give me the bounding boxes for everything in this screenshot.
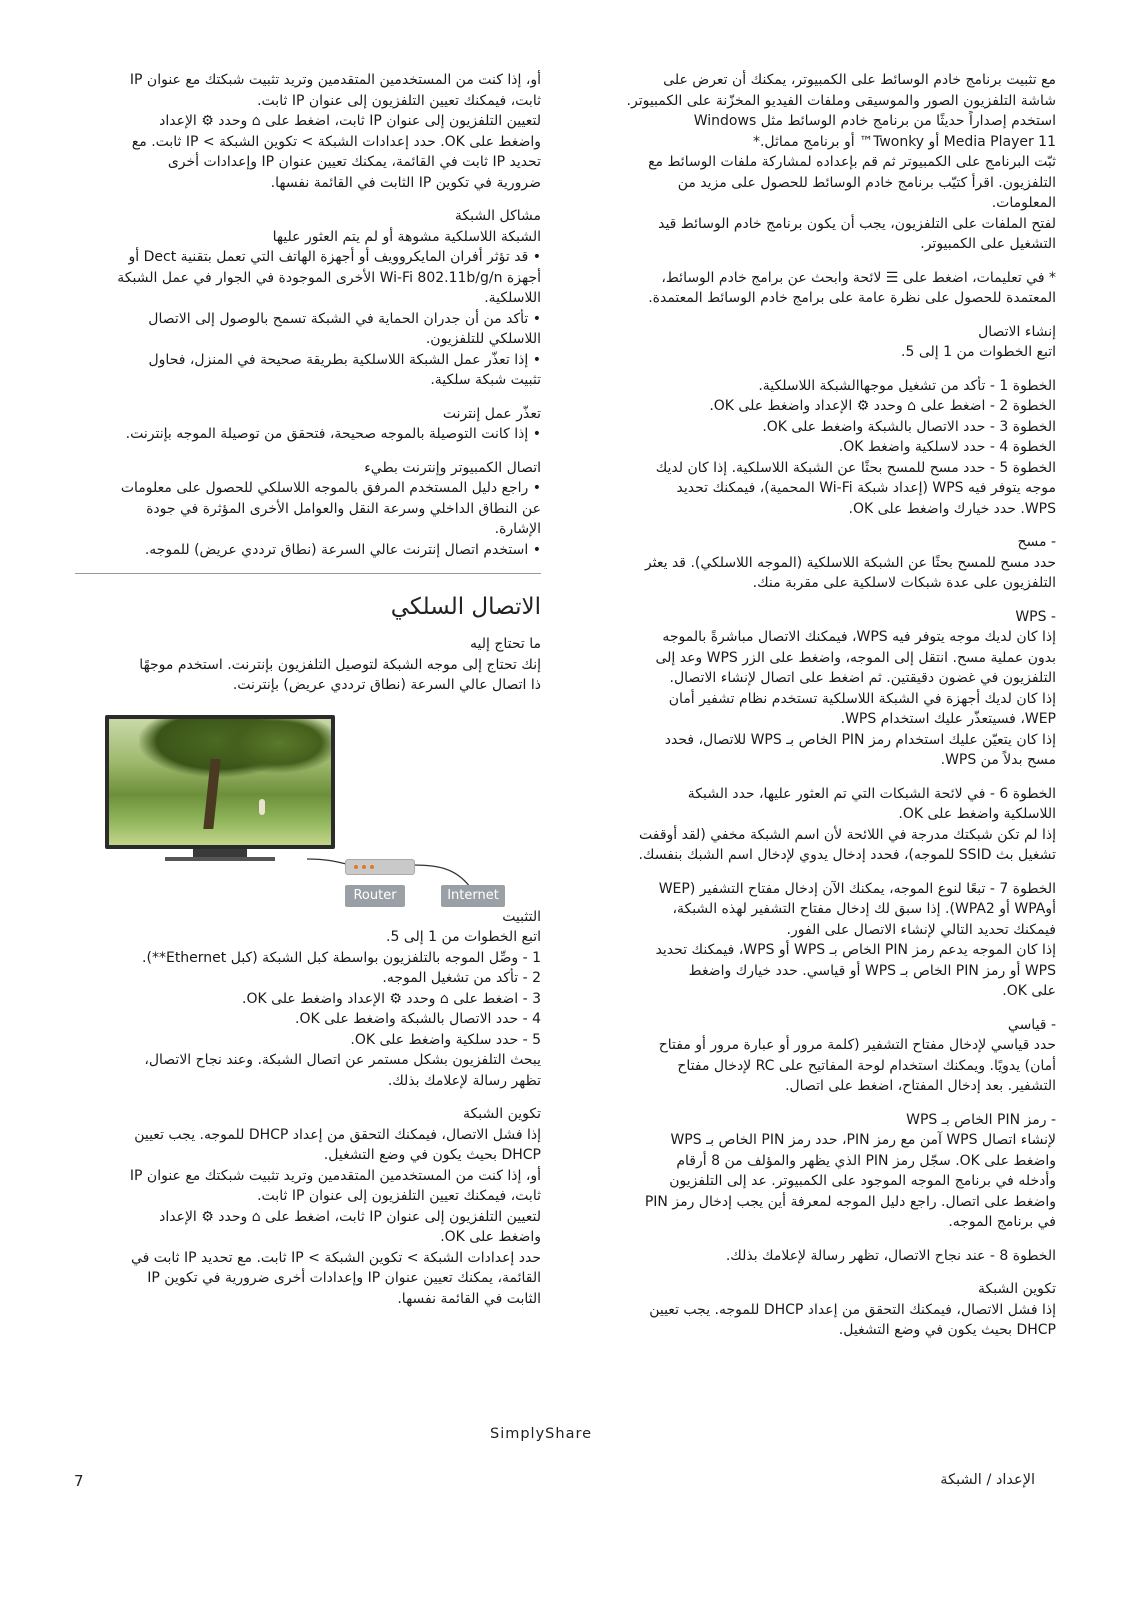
text-line: واضغط على OK. حدد إعدادات الشبكة > تكوين الشبكة > IP ثابت. مع — [131, 133, 541, 150]
wired-connection-figure — [75, 709, 541, 903]
step-line: الخطوة 6 - في لائحة الشبكات التي تم العثور عليها، حدد الشبكة — [687, 785, 1056, 802]
scan-section — [590, 532, 1056, 594]
media-server-note — [590, 268, 1056, 309]
tv-illustration — [105, 715, 335, 849]
step-line: الخطوة 1 - تأكد من تشغيل موجهاالشبكة اللاسلكية. — [758, 377, 1056, 394]
text-line: حدد إعدادات الشبكة > تكوين الشبكة > IP ثابت. مع تحديد IP ثابت في — [130, 1249, 541, 1266]
network-problems — [75, 206, 541, 391]
install-section — [75, 907, 541, 1092]
text-line: ثابت، فيمكنك تعيين التلفزيون إلى عنوان IP ثابت. — [257, 92, 541, 109]
text-line: WEP، فسيتعذّر عليك استخدام WPS. — [840, 711, 1056, 727]
tree-crown — [219, 719, 331, 773]
tv-base — [165, 857, 275, 861]
bullet-line: • إذا تعذّر عمل الشبكة اللاسلكية بطريقة صحيحة في المنزل، فحاول — [148, 351, 541, 368]
needs-section — [75, 634, 541, 696]
text-line: أمان) يدويًا. ويمكنك استخدام لوحة المفاتيح على RC لإدخال مفتاح — [677, 1057, 1056, 1074]
simplyshare-label: SimplyShare — [490, 1426, 593, 1442]
text-line: بدون عملية مسح. انتقل إلى الموجه، واضغط على الزر WPS وعد إلى — [655, 649, 1056, 666]
text-line: التشغيل على الكمبيوتر. — [920, 236, 1056, 252]
subheading: - مسح — [1017, 534, 1056, 550]
text-line: إذا كان لديك موجه يتوفر فيه WPS، فيمكنك الاتصال مباشرةً بالموجه — [662, 629, 1056, 645]
text-line: شاشة التلفزيون الصور والموسيقى وملفات الفيديو المخزّنة على الكمبيوتر. — [626, 92, 1056, 109]
text-line: لفتح الملفات على التلفزيون، يجب أن يكون برنامج خادم الوسائط قيد — [658, 215, 1056, 232]
text-line: إنك تحتاج إلى موجه الشبكة لتوصيل التلفزيون بإنترنت. استخدم موجهًا — [139, 656, 541, 673]
text-line: مع تثبيت برنامج خادم الوسائط على الكمبيوتر، يمكنك أن تعرض على — [663, 72, 1056, 88]
text-line: المعتمدة للحصول على نظرة عامة على برامج خادم الوسائط المعتمدة. — [648, 290, 1056, 306]
subheading: إنشاء الاتصال — [978, 323, 1056, 340]
router-label: Router — [345, 885, 405, 907]
text-line: تشغيل بث SSID للموجه)، فحدد إدخال يدوي لإدخال اسم الشبك بنفسك. — [638, 847, 1056, 863]
step-line: الخطوة 2 - اضغط على ⌂ وحدد ⚙ الإعداد واضغط على OK. — [709, 398, 1056, 414]
step-6 — [590, 784, 1056, 866]
tv-stand — [193, 849, 247, 857]
subheading: تكوين الشبكة — [463, 1106, 541, 1122]
child-figure — [259, 799, 265, 815]
text-line: اتبع الخطوات من 1 إلى 5. — [386, 929, 541, 945]
step-line: الخطوة 5 - حدد مسح للمسح بحثًا عن الشبكة اللاسلكية. إذا كان لديك — [655, 459, 1056, 476]
step-line: موجه يتوفر فيه WPS (إعداد شبكة Wi-Fi المحمية)، فيمكنك تحديد — [676, 480, 1056, 496]
text-line: ذا اتصال عالي السرعة (نطاق ترددي عريض) بإنترنت. — [232, 677, 541, 693]
text-line: اتبع الخطوات من 1 إلى 5. — [901, 344, 1056, 360]
left-column — [75, 70, 541, 1322]
wps-section — [590, 607, 1056, 771]
wireless-steps — [590, 376, 1056, 520]
text-line: تثبيت شبكة سلكية. — [430, 372, 541, 388]
text-line: اللاسلكية. — [484, 290, 541, 306]
router-icon — [345, 859, 415, 875]
text-line: حدد قياسي لإدخال مفتاح التشفير (كلمة مرور أو عبارة مرور أو مفتاح — [658, 1037, 1056, 1053]
text-line: تظهر رسالة لإعلامك بذلك. — [387, 1072, 541, 1089]
text-line: أو، إذا كنت من المستخدمين المتقدمين وتريد تثبيت شبكتك مع عنوان IP — [129, 72, 541, 88]
subheading: - رمز PIN الخاص بـ WPS — [906, 1111, 1056, 1128]
text-line: إذا لم تكن شبكتك مدرجة في اللائحة لأن اسم الشبكة مخفي (لقد أوقفت — [639, 826, 1056, 843]
wired-connection-title: الاتصال السلكي — [390, 594, 541, 620]
text-line: الثابت في القائمة نفسها. — [397, 1290, 541, 1307]
subheading: - WPS — [1015, 608, 1056, 625]
text-line: واضغط على OK. سجّل رمز PIN الذي يظهر والمؤلف من 8 أرقام — [676, 1152, 1056, 1169]
step-8 — [590, 1246, 1056, 1267]
text-line: الإشارة. — [494, 521, 541, 537]
bullet-line: • راجع دليل المستخدم المرفق بالموجه اللاسلكي للحصول على معلومات — [120, 480, 541, 496]
text-line: ثبّت البرنامج على الكمبيوتر ثم قم بإعداده لمشاركة ملفات الوسائط مع — [648, 154, 1056, 170]
text-line: إذا كان لديك أجهزة في الشبكة اللاسلكية تستخدم نظام تشفير أمان — [668, 690, 1056, 707]
step-line: 2 - تأكد من تشغيل الموجه. — [382, 970, 541, 986]
subheading: اتصال الكمبيوتر وإنترنت بطيء — [364, 459, 541, 476]
bullet-line: • استخدم اتصال إنترنت عالي السرعة (نطاق ترددي عريض) للموجه. — [144, 541, 541, 558]
text-line: التشفير. بعد إدخال المفتاح، اضغط على اتصال. — [785, 1078, 1056, 1094]
page-number: 7 — [74, 1472, 84, 1490]
footer-section-title: الإعداد / الشبكة — [940, 1472, 1035, 1488]
right-column — [590, 70, 1056, 1354]
create-connection — [590, 322, 1056, 363]
text-line: عن النطاق الداخلي وسرعة النقل والعوامل الأخرى المؤثرة في جودة — [146, 500, 541, 517]
text-line: استخدم إصداراً حديثًا من برنامج خادم الوسائط مثل Windows — [693, 113, 1056, 129]
text-line: التلفزيون في غضون دقيقتين. ثم اضغط على اتصال لإنشاء الاتصال. — [669, 670, 1056, 686]
subheading: تكوين الشبكة — [978, 1281, 1056, 1297]
subheading: - قياسي — [1007, 1016, 1056, 1033]
network-config-left — [75, 1104, 541, 1309]
text-line: يبحث التلفزيون بشكل مستمر عن اتصال الشبكة. وعند نجاح الاتصال، — [144, 1052, 541, 1068]
static-ip-section — [75, 70, 541, 193]
bullet-line: • قد تؤثر أفران المايكروويف أو أجهزة الهاتف التي تعمل بتقنية Dect أو — [128, 249, 541, 265]
text-line: إذا كان الموجه يدعم رمز PIN الخاص بـ WPS أو WPS، فيمكنك تحديد — [655, 942, 1056, 958]
text-line: واضغط على OK. — [440, 1229, 541, 1245]
tv-screen-image — [109, 719, 331, 845]
subheading: التثبيت — [502, 908, 541, 925]
network-config-right — [590, 1279, 1056, 1341]
text-line: وأدخله في برنامج الموجه الموجود على الكمبيوتر. عد إلى التلفزيون — [669, 1173, 1056, 1189]
text-line: DHCP بحيث يكون في وضع التشغيل. — [323, 1147, 541, 1163]
text-line: التلفزيون. اقرأ كتيّب برنامج خادم الوسائط للحصول على مزيد من — [677, 174, 1056, 191]
text-line: إذا كان يتعيّن عليك استخدام رمز PIN الخاص بـ WPS للاتصال، فحدد — [664, 731, 1056, 748]
media-server-intro — [590, 70, 1056, 255]
bullet-line: • إذا كانت التوصيلة بالموجه صحيحة، فتحقق من توصيلة الموجه بإنترنت. — [125, 426, 541, 442]
step-line: الخطوة 7 - تبعًا لنوع الموجه، يمكنك الآن إدخال مفتاح التشفير (WEP — [658, 880, 1056, 897]
text-line: على OK. — [1002, 983, 1056, 999]
text-line: أو، إذا كنت من المستخدمين المتقدمين وتريد تثبيت شبكتك مع عنوان IP — [129, 1167, 541, 1184]
step-line: 3 - اضغط على ⌂ وحدد ⚙ الإعداد واضغط على OK. — [242, 990, 541, 1007]
text-line: القائمة، يمكنك تعيين عنوان IP وإعدادات أخرى ضرورية في تكوين IP — [147, 1270, 541, 1286]
text-line: لتعيين التلفزيون إلى عنوان IP ثابت، اضغط على ⌂ وحدد ⚙ الإعداد — [159, 1208, 541, 1225]
text-line: حدد مسح للمسح بحثًا عن الشبكة اللاسلكية (الموجه اللاسلكي). قد يعثر — [644, 554, 1056, 571]
step-line: الخطوة 3 - حدد الاتصال بالشبكة واضغط على OK. — [762, 418, 1056, 435]
step-7 — [590, 879, 1056, 1002]
text-line: مسح بدلاً من WPS. — [940, 752, 1056, 768]
text-line: أوWPA أو WPA2). إذا سبق لك إدخال مفتاح التشفير لهذه الشبكة، — [672, 901, 1056, 917]
text-line: المعلومات. — [991, 195, 1056, 211]
text-line: إذا فشل الاتصال، فيمكنك التحقق من إعداد DHCP للموجه. يجب تعيين — [649, 1301, 1056, 1318]
section-divider — [75, 573, 541, 574]
text-line: لتعيين التلفزيون إلى عنوان IP ثابت، اضغط على ⌂ وحدد ⚙ الإعداد — [159, 113, 541, 129]
internet-label: Internet — [441, 885, 505, 907]
bullet-line: • تأكد من أن جدران الحماية في الشبكة تسمح بالوصول إلى الاتصال — [148, 310, 541, 327]
text-line: تحديد IP ثابت في القائمة، يمكنك تعيين عنوان IP وإعدادات أخرى — [167, 154, 541, 170]
text-line: لإنشاء اتصال WPS آمن مع رمز PIN، حدد رمز PIN الخاص بـ WPS — [670, 1132, 1056, 1148]
text-line: اللاسلكية واضغط على OK. — [898, 806, 1056, 822]
text-line: ثابت، فيمكنك تعيين التلفزيون إلى عنوان IP ثابت. — [257, 1188, 541, 1204]
step-line: 5 - حدد سلكية واضغط على OK. — [350, 1031, 541, 1048]
step-line: الخطوة 8 - عند نجاح الاتصال، تظهر رسالة لإعلامك بذلك. — [725, 1247, 1056, 1264]
text-line: اللاسلكي للتلفزيون. — [425, 331, 541, 347]
text-line: * في تعليمات، اضغط على ☰ لائحة وابحث عن برامج خادم الوسائط، — [661, 269, 1056, 286]
text-line: ضرورية في تكوين IP الثابت في القائمة نفسها. — [270, 174, 541, 191]
text-line: Media Player 11 أو Twonky™ أو برنامج مماثل.* — [752, 133, 1056, 150]
text-line: إذا فشل الاتصال، فيمكنك التحقق من إعداد DHCP للموجه. يجب تعيين — [134, 1126, 541, 1143]
subheading: مشاكل الشبكة — [454, 208, 541, 224]
text-line: واضغط على اتصال. راجع دليل الموجه لمعرفة أين يجب إدخال رمز PIN — [644, 1193, 1056, 1210]
text-line: فيمكنك تحديد التالي لإنشاء الاتصال على الفور. — [786, 921, 1056, 938]
text-line: الشبكة اللاسلكية مشوهة أو لم يتم العثور عليها — [272, 228, 541, 245]
text-line: أجهزة Wi-Fi 802.11b/g/n الأخرى الموجودة في الجوار في عمل الشبكة — [117, 269, 541, 286]
standard-section — [590, 1015, 1056, 1097]
text-line: في برنامج الموجه. — [948, 1214, 1056, 1230]
text-line: DHCP بحيث يكون في وضع التشغيل. — [838, 1322, 1056, 1338]
text-line: التلفزيون على عدة شبكات لاسلكية على مقربة منك. — [752, 575, 1056, 591]
step-line: WPS. حدد خيارك واضغط على OK. — [848, 500, 1056, 517]
step-line: 1 - وصِّل الموجه بالتلفزيون بواسطة كبل الشبكة (كبل Ethernet**). — [142, 949, 541, 966]
subheading: ما تحتاج إليه — [469, 636, 541, 652]
step-line: الخطوة 4 - حدد لاسلكية واضغط OK. — [838, 439, 1056, 455]
step-line: 4 - حدد الاتصال بالشبكة واضغط على OK. — [295, 1011, 541, 1027]
subheading: تعذّر عمل إنترنت — [442, 405, 541, 422]
wps-pin-section — [590, 1110, 1056, 1233]
slow-connection — [75, 458, 541, 561]
text-line: WPS أو رمز PIN الخاص بـ WPS أو قياسي. حدد خيارك واضغط — [688, 962, 1056, 979]
internet-fail — [75, 404, 541, 445]
